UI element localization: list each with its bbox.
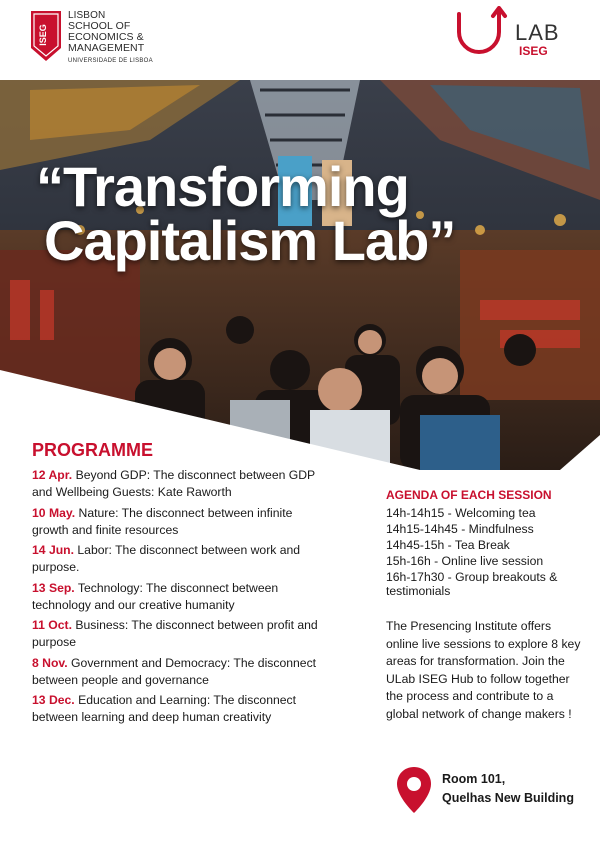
location-room: Room 101, [442,772,506,786]
svg-text:ISEG: ISEG [38,24,48,46]
programme-text: Technology: The disconnect between technology and our creative humanity [32,580,279,612]
agenda-list [386,506,586,600]
programme-date: 13 Dec. [32,693,75,707]
programme-date: 14 Jun. [32,543,74,557]
ulab-u-icon [453,6,523,56]
ulab-word: LAB [515,20,560,45]
iseg-logo [30,10,153,67]
programme-item [32,617,332,651]
programme-item [32,692,332,726]
title-line1: “Transforming [36,155,409,218]
ulab-sub: ISEG [519,44,548,58]
programme-text: Education and Learning: The disconnect between learning and deep human creativity [32,693,297,724]
location-pin-icon [396,766,432,814]
agenda-item: 15h-16h - Online live session [386,554,544,568]
agenda-item: 16h-17h30 - Group breakouts & testimonials [386,570,558,598]
header [0,0,600,80]
agenda-item: 14h-14h15 - Welcoming tea [386,506,536,520]
programme-item [32,467,332,501]
iseg-line3: ECONOMICS & [68,31,144,43]
description-text: The Presencing Institute offers online live sessions to explore 8 key areas for transformation. Join the ULab ISEG Hub to follow together the process and contribute to a global network of change makers ! [386,619,581,721]
ulab-logo [453,6,578,56]
programme-text: Government and Democracy: The disconnect between people and governance [32,655,317,687]
programme-date: 10 May. [32,505,76,520]
programme-text: Beyond GDP: The disconnect between GDP and Wellbeing Guests: Kate Raworth [32,468,315,499]
programme-item [32,655,332,689]
market-photo [0,80,600,470]
iseg-line4: MANAGEMENT [68,42,145,54]
location-building: Quelhas New Building [442,791,574,805]
programme-list [32,467,332,730]
programme-item [32,580,332,614]
iseg-shield-icon [30,10,62,62]
agenda-item: 14h15-14h45 - Mindfulness [386,522,534,536]
programme-text: Business: The disconnect between profit and purpose [32,618,318,649]
programme-date: 12 Apr. [32,468,73,482]
programme-item [32,505,332,539]
programme-date: 8 Nov. [32,655,68,670]
programme-date: 13 Sep. [32,580,75,595]
iseg-line1: LISBON [68,10,106,21]
iseg-line2: SCHOOL OF [68,20,131,32]
programme-date: 11 Oct. [32,618,72,632]
programme-heading: PROGRAMME [32,440,153,460]
programme-text: Nature: The disconnect between infinite growth and finite resources [32,505,293,537]
title-line2: Capitalism Lab” [44,209,456,272]
iseg-university: UNIVERSIDADE DE LISBOA [68,58,153,64]
programme-text: Labor: The disconnect between work and purpose. [32,543,301,574]
location [442,770,574,808]
event-title [36,155,456,272]
agenda-item: 14h45-15h - Tea Break [386,538,510,552]
agenda-heading: AGENDA OF EACH SESSION [386,488,552,502]
programme-item [32,542,332,576]
